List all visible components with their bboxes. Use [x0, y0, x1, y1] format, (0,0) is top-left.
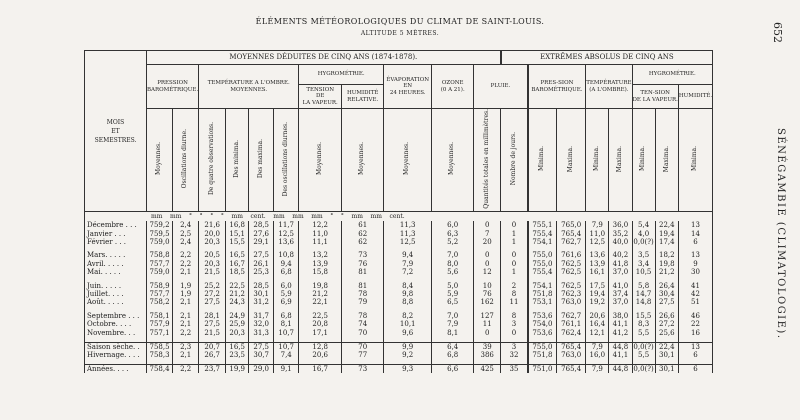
row-label: Mars. . . . . Avril. . . . . Mai. . . . . [85, 251, 147, 276]
table-cell: 2,3 2,1 [173, 342, 199, 359]
hygrometrie-header: HYGROMÉTRIE. [299, 65, 384, 85]
table-cell: 13,6 13,9 16,1 [586, 251, 609, 276]
table-row [85, 312, 713, 337]
table-cell: 16,8 15,1 15,5 [226, 221, 249, 246]
col-header: Quantités totales en millimètres. [474, 109, 501, 212]
table-cell: 23,7 [199, 364, 226, 373]
table-cell: 25,2 27,2 27,5 [199, 282, 226, 307]
table-cell: 5,8 14,7 14,8 [632, 282, 655, 307]
table-cell: 10 76 162 [474, 282, 501, 307]
table-cell: 20,5 20,3 21,5 [199, 251, 226, 276]
table-cell: 22,5 20,8 17,1 [299, 312, 342, 337]
row-label: Septembre . . . Octobre. . . . Novembre. . . [85, 312, 147, 337]
table-cell: 8,2 10,1 9,6 [384, 312, 432, 337]
table-cell: 27,5 30,7 [249, 342, 274, 359]
table-cell: 18,2 19,8 21,2 [655, 251, 678, 276]
table-cell: 0 1 1 [501, 221, 528, 246]
table-cell: 26,6 27,2 25,6 [655, 312, 678, 337]
table-cell: 16,7 [299, 364, 342, 373]
row-label: Décembre . . . Janvier . . . Février . . . [85, 221, 147, 246]
table-row [85, 221, 713, 246]
col-header: Des minima. [226, 109, 249, 212]
table-cell: 7,0 8,0 5,6 [432, 251, 474, 276]
table-cell: 13 9 30 [678, 251, 712, 276]
col-header: Moyennes. [299, 109, 342, 212]
tension-header: TENSION DE LA VAPEUR. [299, 85, 342, 109]
extremes-header: EXTRÊMES ABSOLUS DE CINQ ANS [501, 51, 713, 65]
table-cell: 20,6 16,4 12,1 [586, 312, 609, 337]
col-header: Moyennes. [432, 109, 474, 212]
table-cell: 6,4 6,8 [432, 342, 474, 359]
table-cell: 758,5 758,3 [147, 342, 173, 359]
table-cell: 11,7 12,5 13,6 [274, 221, 299, 246]
ext-pression-header: PRES-SION BAROMÉTRIQUE. [528, 65, 586, 109]
table-cell: 762,7 761,1 762,4 [557, 312, 586, 337]
units-row [85, 212, 713, 222]
table-row [85, 364, 713, 373]
table-cell: 754,1 751,8 753,1 [528, 282, 557, 307]
table-cell: 73 [342, 364, 384, 373]
table-cell: 35 [501, 364, 528, 373]
table-cell: 26,4 30,4 27,5 [655, 282, 678, 307]
pression-header: PRESSION BAROMÉTRIQUE. [147, 65, 199, 109]
col-header: Moyennes. [147, 109, 173, 212]
col-header: Nombre de jours. [501, 109, 528, 212]
table-cell: 127 11 0 [474, 312, 501, 337]
table-cell: 3,5 3,4 10,5 [632, 251, 655, 276]
table-cell: 28,5 30,1 31,2 [249, 282, 274, 307]
table-cell: 3 32 [501, 342, 528, 359]
temperature-header: TEMPÉRATURE A L'OMBRE. MOYENNES. [199, 65, 299, 109]
table-cell: 78 74 70 [342, 312, 384, 337]
ext-temperature-header: TEMPÉRATURE (A L'OMBRE). [586, 65, 632, 109]
table-cell: 36,0 35,2 40,0 [609, 221, 632, 246]
table-cell: 16,5 23,5 [226, 342, 249, 359]
pluie-header: PLUIE. [474, 65, 528, 109]
mois-header: MOIS ET SEMESTRES. [85, 51, 147, 212]
table-cell: 0 7 20 [474, 221, 501, 246]
row-label: Juin. . . . . Juillet. . . . Août. . . . . [85, 282, 147, 307]
table-cell: 7,0 7,9 8,1 [432, 312, 474, 337]
row-label: Saison sèche. . Hivernage. . . . [85, 342, 147, 359]
table-cell: 758,8 757,7 759,0 [147, 251, 173, 276]
table-cell: 38,0 41,1 41,2 [609, 312, 632, 337]
table-cell: 9,9 9,2 [384, 342, 432, 359]
table-cell: 22,4 30,1 [655, 342, 678, 359]
table-cell: 40,2 41,8 37,0 [609, 251, 632, 276]
table-cell: 17,5 19,4 19,2 [586, 282, 609, 307]
table-cell: 31,7 32,0 31,3 [249, 312, 274, 337]
table-cell: 765,4 763,0 [557, 342, 586, 359]
col-header: Minima. [632, 109, 655, 212]
row-label: Années. . . . [85, 364, 147, 373]
table-cell: 0 0 12 [474, 251, 501, 276]
table-cell: 13 14 6 [678, 221, 712, 246]
table-cell: 2 8 11 [501, 282, 528, 307]
table-cell: 761,6 762,5 762,5 [557, 251, 586, 276]
table-cell: 29,0 [249, 364, 274, 373]
table-cell: 24,9 25,9 20,3 [226, 312, 249, 337]
col-header: Minima. [678, 109, 712, 212]
col-header: Des oscillations diurnes. [274, 109, 299, 212]
table-row [85, 342, 713, 359]
table-cell: 73 76 81 [342, 251, 384, 276]
col-header: Minima. [586, 109, 609, 212]
table-cell: 28,1 27,5 21,5 [199, 312, 226, 337]
table-cell: 7,9 [586, 364, 609, 373]
table-cell: 765,0 765,4 762,7 [557, 221, 586, 246]
table-cell: 21,6 20,0 20,3 [199, 221, 226, 246]
table-cell: 755,0 751,8 [528, 342, 557, 359]
table-cell: 20,7 26,7 [199, 342, 226, 359]
table-cell: 0 0 1 [501, 251, 528, 276]
table-cell: 7,9 16,0 [586, 342, 609, 359]
table-cell: 41,0 37,4 37,0 [609, 282, 632, 307]
table-cell: 0,0(?) [633, 364, 654, 373]
moyennes-header: MOYENNES DÉDUITES DE CINQ ANS (1874-1878). [147, 51, 501, 65]
col-header: Maxima. [557, 109, 586, 212]
table-cell: 765,4 [557, 364, 586, 373]
table-cell: 81 78 79 [342, 282, 384, 307]
table-cell: 9,4 7,9 7,2 [384, 251, 432, 276]
ozone-header: OZONE (0 A 21). [432, 65, 474, 109]
table-cell: 759,2 759,5 759,0 [147, 221, 173, 246]
table-cell: 1,9 1,9 2,1 [173, 282, 199, 307]
table-cell: 16,5 16,7 18,5 [226, 251, 249, 276]
table-cell: 6,6 [432, 364, 474, 373]
table-row [85, 282, 713, 307]
table-cell: 22,5 21,2 24,3 [226, 282, 249, 307]
col-header: Oscillations diurne. [173, 109, 199, 212]
col-header: Maxima. [655, 109, 678, 212]
table-cell: 30,1 [655, 364, 678, 373]
table-cell: 41 42 51 [678, 282, 712, 307]
table-cell: 751,0 [528, 364, 557, 373]
table-cell: 39 386 [474, 342, 501, 359]
evaporation-header: ÉVAPORATION EN 24 HEURES. [384, 65, 432, 109]
table-cell: 2,4 2,5 2,4 [173, 221, 199, 246]
units-label: mm mm ° ° ° ° mm cent. mm mm mm ° ° mm mm cent. [85, 212, 713, 222]
table-cell: 6 [678, 364, 712, 373]
table-cell: 9,1 [274, 364, 299, 373]
page-title: ÉLÉMENTS MÉTÉOROLOGIQUES DU CLIMAT DE SAINT-LOUIS. [255, 17, 545, 26]
col-header: Maxima. [609, 109, 632, 212]
table-cell: 5,4 4,0 0,0(?) [633, 221, 654, 247]
table-cell: 753,6 754,0 753,6 [528, 312, 557, 337]
table-cell: 5,0 5,9 6,5 [432, 282, 474, 307]
table-cell: 13 6 [678, 342, 712, 359]
table-cell: 9,3 [384, 364, 432, 373]
table-cell: 425 [474, 364, 501, 373]
col-header: Minima. [528, 109, 557, 212]
table-cell: 762,5 762,3 763,0 [557, 282, 586, 307]
table-cell: 46 22 16 [678, 312, 712, 337]
table-cell: 758,9 757,7 758,2 [147, 282, 173, 307]
table-cell: 11,3 11,3 12,5 [384, 221, 432, 246]
table-cell: 10,8 9,4 6,8 [274, 251, 299, 276]
altitude-label: ALTITUDE 5 MÈTRES. [360, 30, 440, 37]
climate-table [84, 50, 713, 373]
ext-tension-header: TEN-SION DE LA VAPEUR. [632, 85, 678, 109]
table-cell: 0,0(?) 5,5 [633, 342, 654, 359]
table-cell: 12,8 20,6 [299, 342, 342, 359]
table-cell: 6,0 6,3 5,2 [432, 221, 474, 246]
col-header: Moyennes. [342, 109, 384, 212]
table-cell: 61 62 62 [342, 221, 384, 246]
table-cell: 19,9 [226, 364, 249, 373]
col-header: Des maxima. [249, 109, 274, 212]
table-cell: 755,1 755,4 754,1 [528, 221, 557, 246]
humidite-header: HUMIDITÉ RELATIVE. [342, 85, 384, 109]
table-cell: 44,8 41,1 [609, 342, 632, 359]
page-number: 652 [771, 22, 784, 43]
col-header: Moyennes. [384, 109, 432, 212]
table-cell: 10,7 7,4 [274, 342, 299, 359]
table-cell: 19,8 21,2 22,1 [299, 282, 342, 307]
table-cell: 70 77 [342, 342, 384, 359]
table-cell: 2,1 2,1 2,2 [173, 312, 199, 337]
table-cell: 8,4 9,8 8,8 [384, 282, 432, 307]
table-cell: 15,5 8,3 5,5 [632, 312, 655, 337]
side-title: SÉNÉGAMBIE (CLIMATOLOGIE). [775, 128, 786, 340]
table-cell: 22,4 19,4 17,4 [655, 221, 678, 246]
table-cell: 6,0 5,9 6,9 [274, 282, 299, 307]
table-cell: 8 3 0 [501, 312, 528, 337]
table-cell: 2,2 [173, 364, 199, 373]
ext-humidite-header: HUMIDITÉ. [678, 85, 712, 109]
table-cell: 7,9 11,0 12,5 [586, 221, 609, 246]
ext-hygrometrie-header: HYGROMÉTRIE. [632, 65, 713, 85]
table-cell: 755,0 755,0 755,4 [528, 251, 557, 276]
table-row [85, 251, 713, 276]
table-cell: 758,4 [147, 364, 173, 373]
table-cell: 6,8 8,1 10,7 [274, 312, 299, 337]
table-cell: 758,1 757,9 757,1 [147, 312, 173, 337]
table-cell: 28,5 27,6 29,1 [249, 221, 274, 246]
table-cell: 13,2 13,9 15,8 [299, 251, 342, 276]
table-cell: 12,2 11,0 11,1 [299, 221, 342, 246]
table-cell: 27,5 26,1 25,3 [249, 251, 274, 276]
col-header: De quatre observations. [199, 109, 226, 212]
table-cell: 2,2 2,2 2,1 [173, 251, 199, 276]
table-cell: 44,8 [609, 364, 632, 373]
